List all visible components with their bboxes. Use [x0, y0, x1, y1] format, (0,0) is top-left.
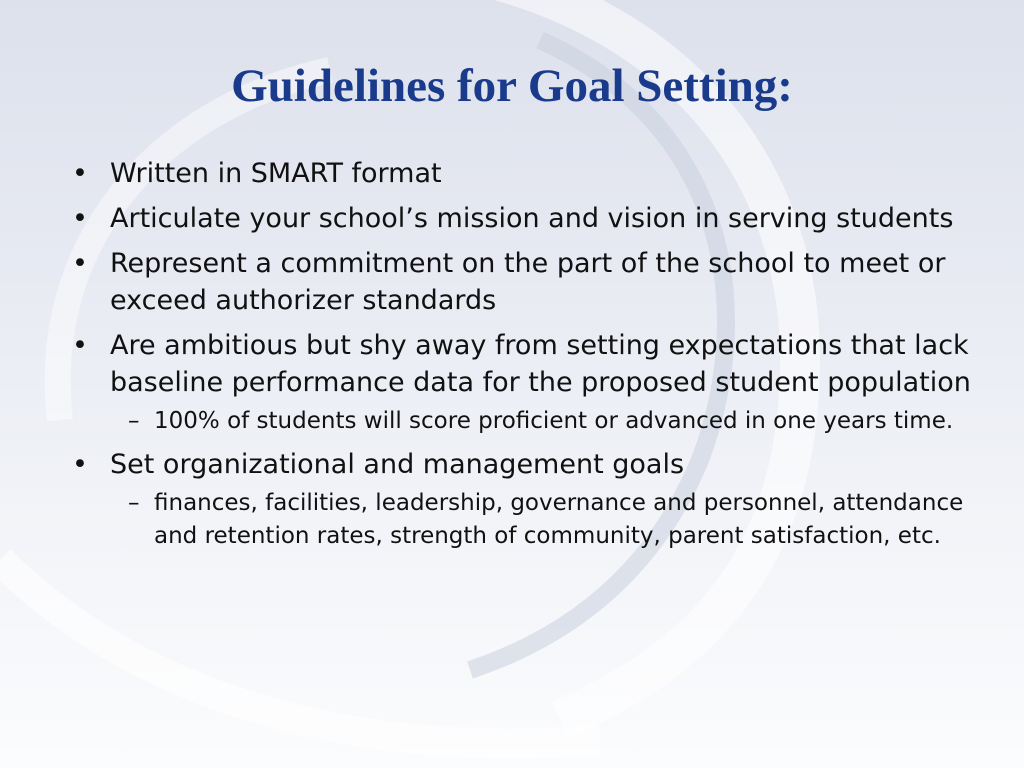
bullet-item: [72, 155, 972, 192]
sub-bullet-item: [72, 487, 972, 553]
bullet-text: Articulate your school’s mission and vision in serving students: [110, 203, 954, 234]
bullet-item: [72, 446, 972, 483]
slide-title: Guidelines for Goal Setting:: [231, 60, 793, 112]
bullet-text: Represent a commitment on the part of the school to meet or exceed authorizer standards: [110, 248, 946, 316]
bullet-marker: •: [72, 203, 88, 234]
bullet-marker: •: [72, 248, 88, 279]
bullet-item: [72, 245, 972, 319]
bullet-text: Set organizational and management goals: [110, 449, 685, 480]
sub-bullet-marker: –: [128, 408, 140, 434]
sub-bullet-text: 100% of students will score proficient or advanced in one years time.: [154, 408, 954, 434]
bullet-list: [72, 155, 972, 561]
bullet-marker: •: [72, 330, 88, 361]
bullet-item: [72, 327, 972, 401]
sub-bullet-text: finances, facilities, leadership, governance and personnel, attendance and retention rates, strength of community, parent satisfaction, etc.: [154, 490, 964, 549]
bullet-text: Are ambitious but shy away from setting expectations that lack baseline performance data for the proposed student population: [110, 330, 971, 398]
sub-bullet-marker: –: [128, 490, 140, 516]
bullet-marker: •: [72, 449, 88, 480]
bullet-marker: •: [72, 158, 88, 189]
sub-bullet-item: [72, 405, 972, 438]
bullet-text: Written in SMART format: [110, 158, 442, 189]
bullet-item: [72, 200, 972, 237]
